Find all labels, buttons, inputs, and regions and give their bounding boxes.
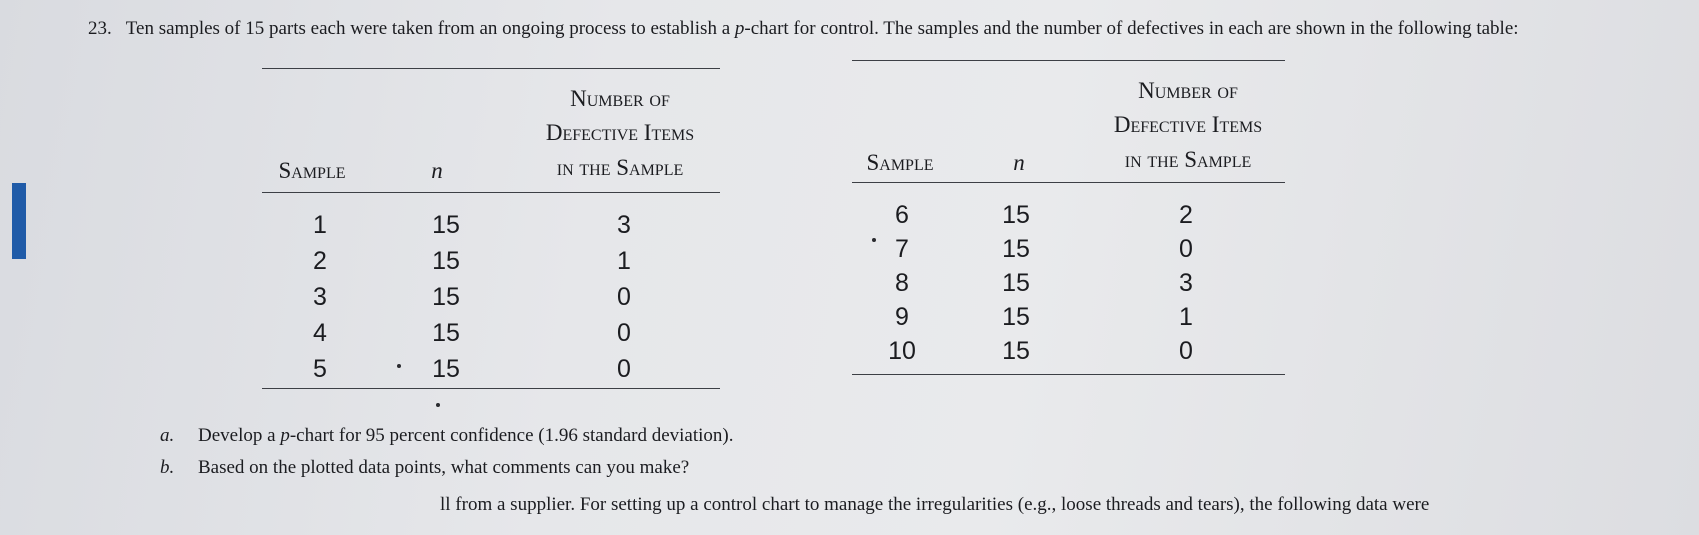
- cell-sample: 10: [888, 337, 916, 365]
- cell-sample: 1: [313, 211, 327, 239]
- part-a-text-before: Develop a: [198, 425, 281, 446]
- cell-defective: 0: [617, 355, 631, 383]
- cell-defective: 0: [617, 283, 631, 311]
- cell-sample: 9: [895, 303, 909, 331]
- problem-number: 23.: [88, 18, 112, 39]
- header-defective-line2: Defective Items: [1113, 112, 1263, 137]
- print-speck: [436, 403, 440, 407]
- cut-off-next-problem-text: [440, 488, 1429, 523]
- defects-table-right: [852, 60, 1285, 382]
- header-sample: Sample: [278, 158, 346, 183]
- cell-n: 15: [432, 355, 460, 383]
- cell-sample: 5: [313, 355, 327, 383]
- blue-margin-tab: [12, 183, 26, 259]
- cell-n: 15: [1002, 201, 1030, 229]
- table-rule-bottom: [852, 374, 1285, 375]
- header-defective-line1: Number of: [1138, 78, 1238, 103]
- table-rule-bottom: [262, 388, 720, 389]
- cell-defective: 1: [617, 247, 631, 275]
- cell-n: 15: [1002, 337, 1030, 365]
- cell-n: 15: [432, 211, 460, 239]
- problem-text-before: Ten samples of 15 parts each were taken from an ongoing process to establish a: [125, 18, 735, 39]
- cell-defective: 0: [1179, 337, 1193, 365]
- cell-n: 15: [1002, 269, 1030, 297]
- cell-defective: 3: [617, 211, 631, 239]
- cell-defective: 3: [1179, 269, 1193, 297]
- cell-sample: 8: [895, 269, 909, 297]
- header-defective-line1: Number of: [570, 86, 670, 111]
- cell-n: 15: [1002, 303, 1030, 331]
- part-a: [160, 425, 733, 447]
- cell-sample: 2: [313, 247, 327, 275]
- part-a-text-after: -chart for 95 percent confidence (1.96 standard deviation).: [289, 425, 734, 446]
- cell-n: 15: [432, 247, 460, 275]
- defects-table-left: [262, 68, 720, 390]
- print-speck: [872, 238, 876, 242]
- table-rule-top: [852, 60, 1285, 61]
- part-b-text: Based on the plotted data points, what comments can you make?: [198, 457, 690, 478]
- cell-defective: 2: [1179, 201, 1193, 229]
- cell-sample: 6: [895, 201, 909, 229]
- part-a-p-italic: p: [280, 425, 290, 446]
- header-defective-line2: Defective Items: [545, 120, 695, 145]
- header-defective-line3: in the Sample: [1124, 147, 1252, 172]
- header-n: n: [1013, 150, 1025, 175]
- header-n: n: [431, 158, 443, 183]
- cell-sample: 3: [313, 283, 327, 311]
- cell-n: 15: [432, 283, 460, 311]
- problem-p-italic: p: [734, 18, 745, 39]
- part-b-label: b.: [160, 457, 175, 478]
- cell-sample: 7: [895, 235, 909, 263]
- part-b: [160, 457, 689, 479]
- cell-defective: 0: [1179, 235, 1193, 263]
- cut-off-text: ll from a supplier. For setting up a control chart to manage the irregularities (e.g., loose threads and tears), the following data were: [440, 494, 1430, 515]
- table-rule-top: [262, 68, 720, 69]
- part-a-label: a.: [160, 425, 175, 446]
- cell-n: 15: [1002, 235, 1030, 263]
- cell-defective: 1: [1179, 303, 1193, 331]
- print-speck: [397, 364, 401, 368]
- cell-defective: 0: [617, 319, 631, 347]
- cell-sample: 4: [313, 319, 327, 347]
- cell-n: 15: [432, 319, 460, 347]
- problem-statement: [88, 18, 1519, 40]
- table-rule-header: [262, 192, 720, 193]
- problem-text-after: -chart for control. The samples and the number of defectives in each are shown in the following table:: [744, 18, 1519, 39]
- header-sample: Sample: [866, 150, 934, 175]
- table-rule-header: [852, 182, 1285, 183]
- header-defective-line3: in the Sample: [556, 155, 684, 180]
